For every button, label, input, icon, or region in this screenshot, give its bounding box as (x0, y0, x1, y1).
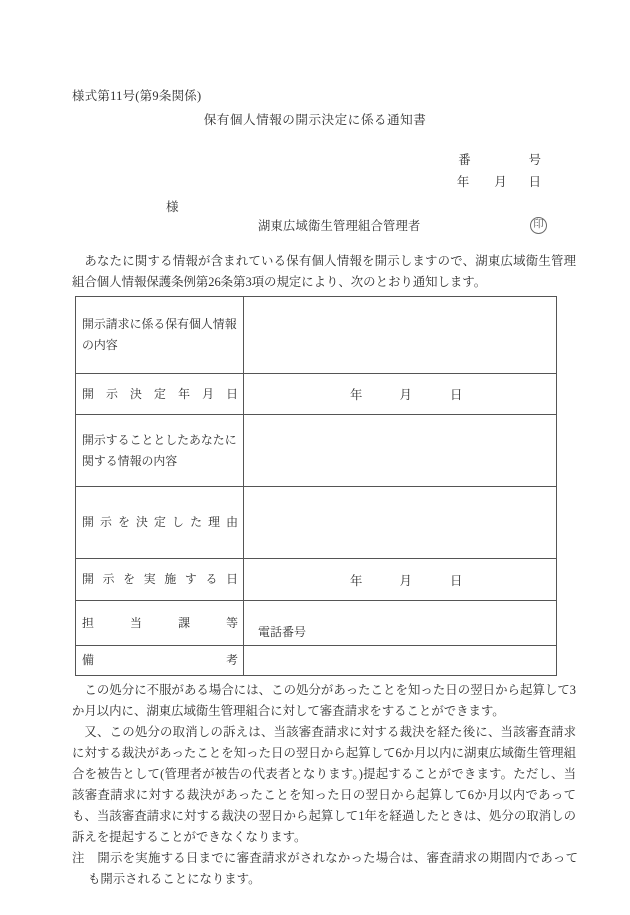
legal-notes (72, 680, 630, 890)
row-label-decision-date: 開示決定年月日 (76, 374, 244, 415)
document-date-line (0, 172, 541, 190)
row-value-remarks (244, 646, 557, 676)
issuer-line (0, 216, 630, 234)
row-value-disclosed-info (244, 415, 557, 487)
row-value-implementation-date (244, 559, 557, 601)
row-label-implementation-date: 開示を実施する日 (76, 559, 244, 601)
table-row (76, 374, 557, 415)
notice-form-table (75, 296, 557, 676)
row-label-disclosed-info: 開示することとしたあなたに関する情報の内容 (76, 415, 244, 487)
row-value-decision-date (244, 374, 557, 415)
table-row (76, 601, 557, 646)
year-placeholder: 年 (350, 573, 363, 588)
day-placeholder: 日 (450, 573, 463, 588)
date-month-label: 月 (494, 175, 507, 189)
issuer-name: 湖東広域衛生管理組合管理者 (258, 219, 421, 233)
number-label-ban: 番 (458, 153, 471, 167)
row-label-responsible-section: 担当課等 (76, 601, 244, 646)
year-placeholder: 年 (350, 388, 363, 402)
document-number-line (0, 150, 541, 168)
row-value-phone-number: 電話番号 (244, 601, 557, 646)
addressee-suffix: 様 (166, 200, 179, 214)
month-placeholder: 月 (399, 573, 412, 588)
date-year-label: 年 (456, 175, 470, 189)
note-paragraph: 注 開示を実施する日までに審査請求がされなかった場合は、審査請求の期間内であっても開示されることになります。 (72, 851, 578, 886)
row-label-requested-info: 開示請求に係る保有個人情報の内容 (76, 297, 244, 374)
intro-paragraph: あなたに関する情報が含まれている保有個人情報を開示しますので、湖東広域衛生管理組合個人情報保護条例第26条第3項の規定により、次のとおり通知します。 (72, 254, 576, 289)
row-label-remarks: 備考 (76, 646, 244, 676)
lawsuit-paragraph: 又、この処分の取消しの訴えは、当該審査請求に対する裁決を経た後に、当該審査請求に対する裁決があったことを知った日の翌日から起算して6か月以内に湖東広域衛生管理組合を被告として(管理者が被告の代表者となります。)提起することができます。ただし、当該審査請求に対する裁決があったことを知った日の翌日から起算して6か月以内であっても、当該審査請求に対する裁決の翌日から起算して1年を経過したときは、処分の取消しの訴えを提起することができなくなります。 (72, 725, 576, 844)
month-placeholder: 月 (399, 388, 412, 402)
table-row (76, 646, 557, 676)
page-title: 保有個人情報の開示決定に係る通知書 (203, 113, 427, 127)
row-value-decision-reason (244, 487, 557, 559)
table-row (76, 415, 557, 487)
row-value-requested-info (244, 297, 557, 374)
form-number: 様式第11号(第9条関係) (72, 89, 202, 103)
table-row (76, 297, 557, 374)
table-row (76, 487, 557, 559)
table-row (76, 559, 557, 601)
seal-icon: 印 (530, 217, 547, 234)
row-label-decision-reason: 開示を決定した理由 (76, 487, 244, 559)
number-blank (471, 150, 529, 168)
appeal-paragraph: この処分に不服がある場合には、この処分があったことを知った日の翌日から起算して3か月以内に、湖東広域衛生管理組合に対して審査請求をすることができます。 (72, 683, 576, 718)
day-placeholder: 日 (450, 388, 463, 402)
number-label-go: 号 (528, 153, 541, 167)
date-day-label: 日 (528, 175, 541, 189)
